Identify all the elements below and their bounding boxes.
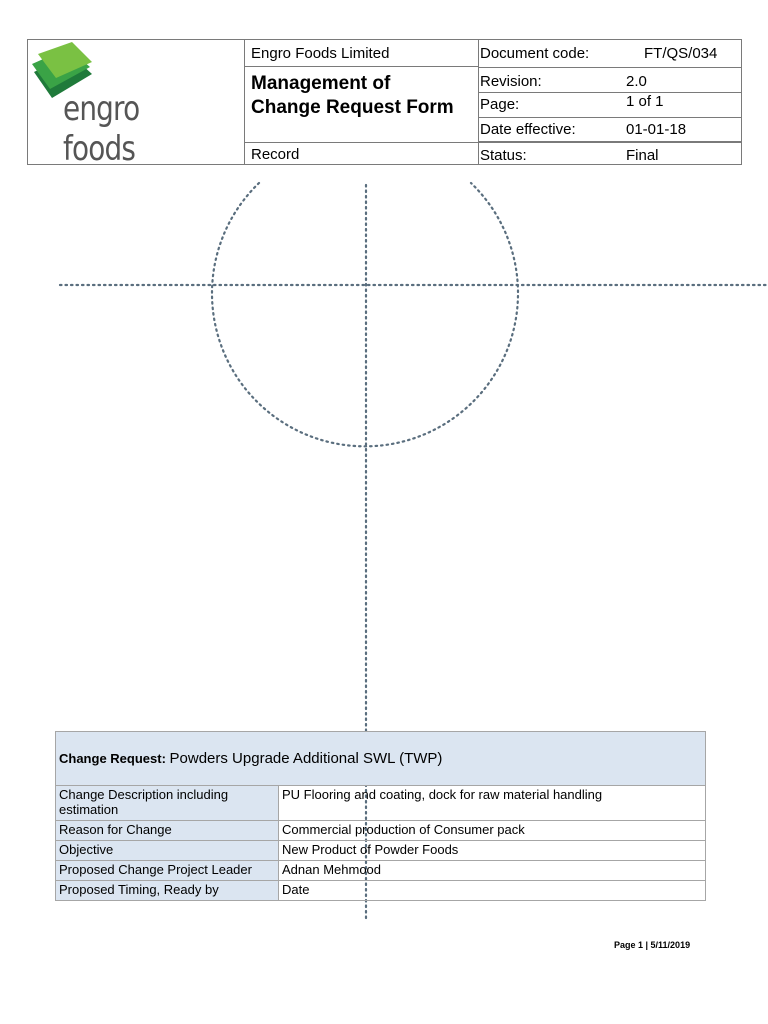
table-row [56, 881, 706, 901]
record-label: Record [244, 142, 478, 164]
row-label: Reason for Change [56, 821, 279, 841]
form-title-line1: Management of [251, 73, 391, 94]
meta-label: Date effective: [480, 121, 576, 138]
meta-value: 01-01-18 [626, 121, 687, 138]
table-row [56, 786, 706, 821]
row-label: Objective [56, 841, 279, 861]
table-row [56, 821, 706, 841]
meta-label: Page: [480, 96, 520, 113]
change-request-table [55, 731, 706, 901]
row-label: Change Description including estimation [56, 786, 279, 821]
logo-wordmark: engro foods [63, 89, 140, 169]
table-row [56, 861, 706, 881]
row-value: PU Flooring and coating, dock for raw material handling [279, 786, 706, 821]
meta-value: 1 of 1 [626, 93, 664, 110]
change-request-heading-label: Change Request: [59, 751, 166, 766]
row-value: Adnan Mehmood [279, 861, 706, 881]
row-label: Proposed Change Project Leader [56, 861, 279, 881]
form-title-line2: Change Request Form [251, 97, 454, 118]
meta-value: FT/QS/034 [644, 45, 718, 62]
company-name: Engro Foods Limited [244, 40, 478, 67]
meta-label: Revision: [480, 73, 542, 90]
page-footer: Page 1 | 5/11/2019 [614, 940, 691, 950]
row-value: Commercial production of Consumer pack [279, 821, 706, 841]
meta-label: Document code: [480, 45, 590, 62]
change-request-heading [56, 732, 706, 786]
change-request-heading-row [56, 732, 706, 786]
row-value: New Product of Powder Foods [279, 841, 706, 861]
change-request-heading-value: Powders Upgrade Additional SWL (TWP) [169, 750, 443, 767]
meta-value: Final [626, 147, 659, 164]
row-value: Date [279, 881, 706, 901]
table-row [56, 841, 706, 861]
meta-label: Status: [480, 147, 527, 164]
meta-value: 2.0 [626, 73, 647, 90]
row-label: Proposed Timing, Ready by [56, 881, 279, 901]
